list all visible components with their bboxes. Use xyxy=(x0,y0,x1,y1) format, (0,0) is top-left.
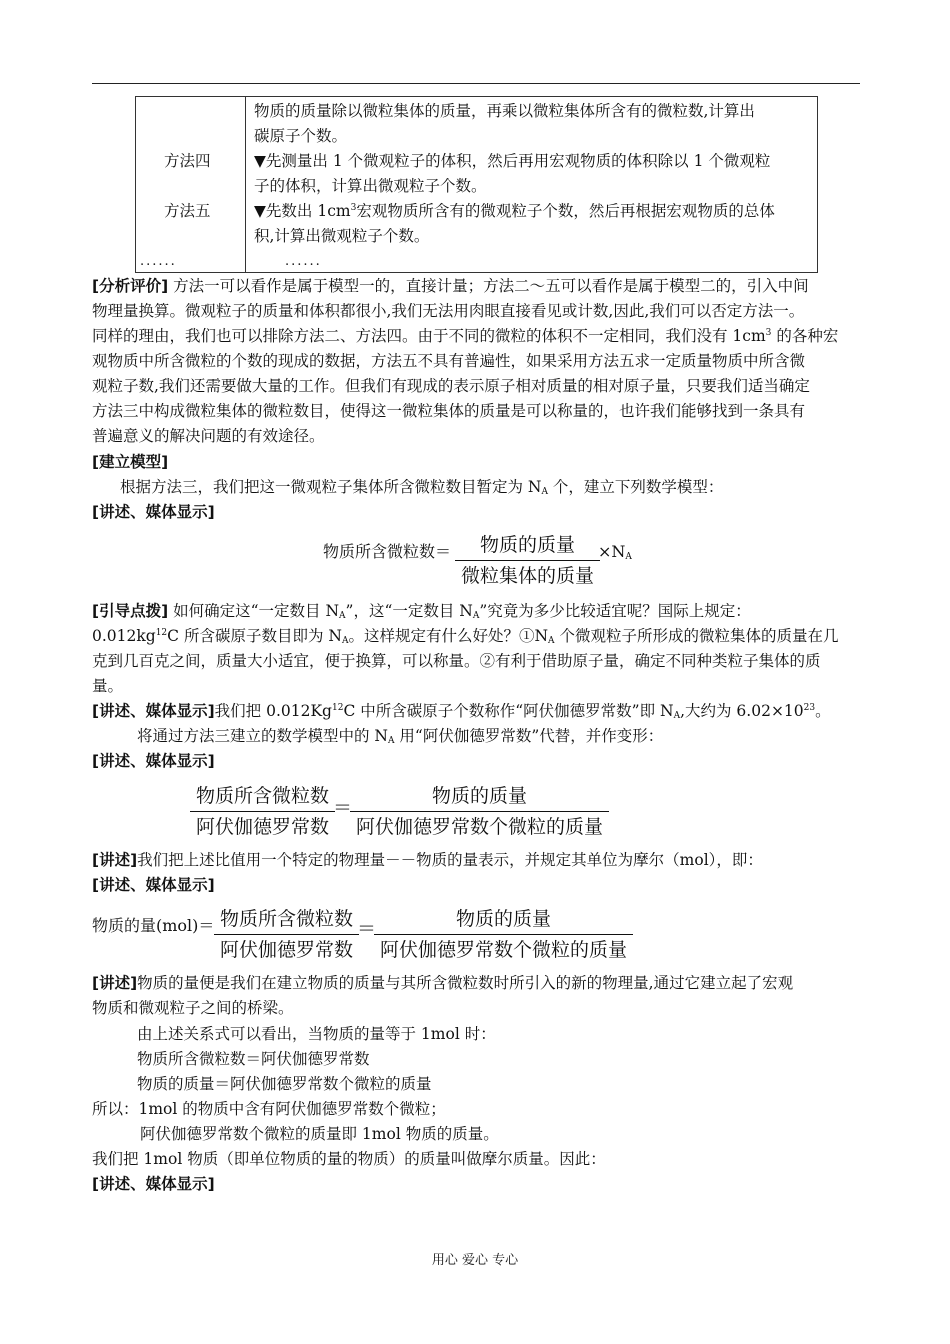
conclusion-line3: 物质的质量＝阿伏伽德罗常数个微粒的质量 xyxy=(137,1075,432,1093)
table-ellipsis-left: ...... xyxy=(140,254,177,269)
avogadro-line1: [讲述、媒体显示]我们把 0.012Kg$^{12}$C 中所含碳原子个数称作“阿伏伽德罗常数”即 $N_A$,大约为 $6.02\times 10^{23}$。 xyxy=(92,702,831,721)
analysis-line7: 普遍意义的解决问题的有效途径。 xyxy=(92,427,325,445)
conclusion-line5: 阿伏伽德罗常数个微粒的质量即 1mol 物质的质量。 xyxy=(140,1125,499,1143)
formula2-left-numerator: 物质所含微粒数 xyxy=(190,784,335,812)
conclusion-line2: 物质所含微粒数＝阿伏伽德罗常数 xyxy=(137,1050,370,1068)
method4-content-line1: ▼先测量出 1 个微观粒子的体积，然后再用宏观物质的体积除以 1 个微观粒 xyxy=(254,152,771,170)
method5-label: 方法五 xyxy=(164,202,211,220)
media-label-1: [讲述、媒体显示] xyxy=(92,503,215,521)
formula3-right-numerator: 物质的质量 xyxy=(374,907,633,935)
formula1-denominator: 微粒集体的质量 xyxy=(461,565,595,587)
analysis-line3: 同样的理由，我们也可以排除方法二、方法四。由于不同的微粒的体积不一定相同，我们没有 $1cm^3$ 的各种宏 xyxy=(92,327,839,345)
narrate2-line2: 物质和微观粒子之间的桥梁。 xyxy=(92,999,294,1017)
formula2-left-denominator: 阿伏伽德罗常数 xyxy=(196,816,330,838)
guide-line3: 克到几百克之间，质量大小适宜，便于换算，可以称量。②有利于借助原子量，确定不同种类粒子集体的质 xyxy=(92,652,821,670)
narrate2-label: [讲述] xyxy=(92,974,138,992)
formula3-right-denominator: 阿伏伽德罗常数个微粒的质量 xyxy=(380,939,628,961)
model-text: 根据方法三，我们把这一微观粒子集体所含微粒数目暂定为 $N_A$ 个，建立下列数学模型： xyxy=(120,478,724,497)
media-label-2: [讲述、媒体显示] xyxy=(92,752,215,770)
formula3-left-denominator: 阿伏伽德罗常数 xyxy=(220,939,354,961)
formula3-left-numerator: 物质所含微粒数 xyxy=(214,907,359,935)
guide-line4: 量。 xyxy=(92,677,124,695)
conclusion-line4: 所以：1mol 的物质中含有阿伏伽德罗常数个微粒； xyxy=(92,1100,446,1118)
media-label-3: [讲述、媒体显示] xyxy=(92,876,215,894)
conclusion-line1: 由上述关系式可以看出，当物质的量等于 1mol 时： xyxy=(137,1025,496,1043)
guide-line2: $0.012kg^{12}C$ 所含碳原子数目即为 $N_A$。这样规定有什么好处？$①N_A$ 个微观粒子所形成的微粒集体的质量在几 xyxy=(92,627,839,646)
narrate2-line1: [讲述]物质的量便是我们在建立物质的质量与其所含微粒数时所引入的新的物理量,通过它建立起了宏观 xyxy=(92,974,794,992)
narrate1-line: [讲述]我们把上述比值用一个特定的物理量－－物质的量表示，并规定其单位为摩尔（mol），即： xyxy=(92,851,763,869)
formula3-right-fraction xyxy=(374,907,633,962)
analysis-line2: 物理量换算。微观粒子的质量和体积都很小,我们无法用肉眼直接看见或计数,因此,我们可以否定方法一。 xyxy=(92,302,805,320)
row1-content-line2: 碳原子个数。 xyxy=(254,127,348,145)
avogadro-line2: 将通过方法三建立的数学模型中的 $N_A$ 用“阿伏伽德罗常数”代替，并作变形： xyxy=(137,727,664,746)
row1-content-line1: 物质的质量除以微粒集体的质量，再乘以微粒集体所含有的微粒数,计算出 xyxy=(254,102,755,120)
method5-content-line2: 积,计算出微观粒子个数。 xyxy=(254,227,430,245)
formula2-equals: ＝ xyxy=(333,797,353,819)
table-ellipsis-right: ...... xyxy=(285,254,322,269)
header-rule xyxy=(92,83,860,84)
formula2-left-fraction xyxy=(190,784,335,839)
method4-label: 方法四 xyxy=(164,152,211,170)
analysis-label: [分析评价] xyxy=(92,277,169,295)
formula2-right-numerator: 物质的质量 xyxy=(350,784,609,812)
formula2-right-fraction xyxy=(350,784,609,839)
formula3-lhs: 物质的量(mol)＝ xyxy=(92,916,215,935)
method5-content-line1: ▼先数出 $1cm^3$宏观物质所含有的微观粒子个数，然后再根据宏观物质的总体 xyxy=(254,202,775,220)
analysis-line5: 观粒子数,我们还需要做大量的工作。但我们有现成的表示原子相对质量的相对原子量，只要我们适当确定 xyxy=(92,377,810,395)
model-heading: [建立模型] xyxy=(92,453,169,471)
table-divider xyxy=(245,97,246,272)
narrate1-label: [讲述] xyxy=(92,851,138,869)
page-footer: 用心 爱心 专心 xyxy=(431,1253,519,1268)
formula1-times: $\times N_A$ xyxy=(598,542,632,562)
analysis-line4: 观物质中所含微粒的个数的现成的数据，方法五不具有普遍性，如果采用方法五求一定质量物质中所含微 xyxy=(92,352,806,370)
media-label-4: [讲述、媒体显示] xyxy=(92,1175,215,1193)
formula1-lhs: 物质所含微粒数＝ xyxy=(323,542,452,561)
formula3-left-fraction xyxy=(214,907,359,962)
analysis-line1: [分析评价] 方法一可以看作是属于模型一的，直接计量；方法二～五可以看作是属于模型二的，引入中间 xyxy=(92,277,809,295)
method4-content-line2: 子的体积，计算出微观粒子个数。 xyxy=(254,177,487,195)
formula1-numerator: 物质的质量 xyxy=(455,533,600,561)
conclusion-line6: 我们把 1mol 物质（即单位物质的量的物质）的质量叫做摩尔质量。因此： xyxy=(92,1150,606,1168)
avogadro-label: [讲述、媒体显示] xyxy=(92,702,215,720)
formula3-equals: ＝ xyxy=(357,918,377,940)
formula2-right-denominator: 阿伏伽德罗常数个微粒的质量 xyxy=(356,816,604,838)
analysis-line6: 方法三中构成微粒集体的微粒数目，使得这一微粒集体的质量是可以称量的，也许我们能够找到一条具有 xyxy=(92,402,806,420)
guide-line1: [引导点拨] 如何确定这“一定数目 $N_A$”，这“一定数目 $N_A$”究竟为多少比较适宜呢？国际上规定： xyxy=(92,602,751,621)
formula1-fraction xyxy=(455,533,600,588)
guide-label: [引导点拨] xyxy=(92,602,169,620)
